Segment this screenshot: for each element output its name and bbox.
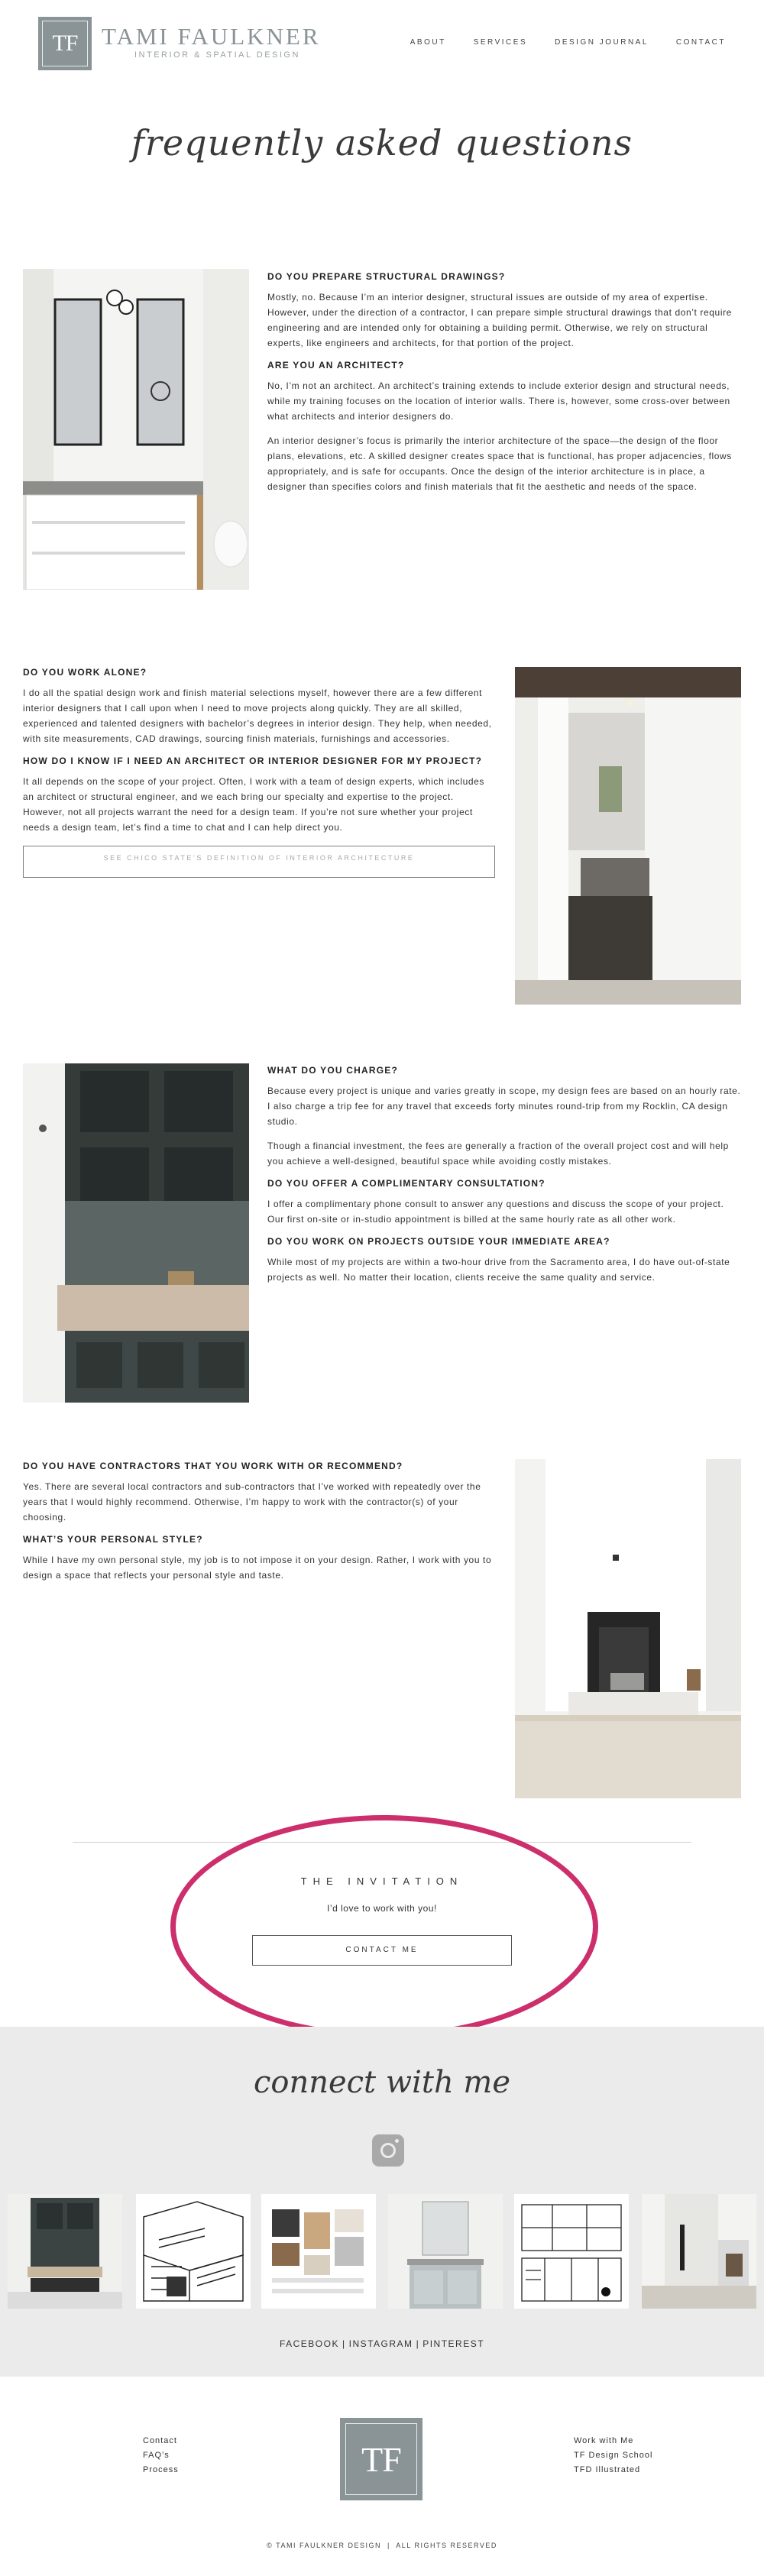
faq-question: WHAT’S YOUR PERSONAL STYLE?	[23, 1534, 203, 1545]
interior-architecture-definition-button[interactable]: SEE CHICO STATE’S DEFINITION OF INTERIOR ARCHITECTURE	[23, 846, 495, 878]
faq-block-3	[267, 1065, 741, 1294]
nav-item-about[interactable]: ABOUT	[410, 38, 446, 47]
brand-logo[interactable]	[38, 17, 92, 70]
mudroom-lockers-thumbnail[interactable]	[8, 2194, 122, 2309]
facebook-link[interactable]: FACEBOOK	[279, 2338, 339, 2349]
material-board-thumbnail[interactable]	[261, 2194, 376, 2309]
nav-item-contact[interactable]: CONTACT	[675, 38, 726, 47]
logo-monogram: TF	[52, 31, 78, 56]
faq-answer: While most of my projects are within a two-hour drive from the Sacramento area, I do have out-of-state projects as well. No matter their location, clients receive the same quality and service.	[267, 1257, 730, 1283]
faq-question: ARE YOU AN ARCHITECT?	[267, 360, 405, 371]
brand-name[interactable]: TAMI FAULKNER	[102, 23, 321, 50]
faq-answer: No, I’m not an architect. An architect’s training extends to include exterior design and structural needs, while my training focuses on the location of interior walls. There is, however, some cross-over between what architects and interior designers do.	[267, 380, 730, 422]
footer-link-contact[interactable]: Contact	[143, 2436, 177, 2445]
footer-links-left	[143, 2434, 179, 2477]
copyright: © TAMI FAULKNER DESIGN | ALL RIGHTS RESERVED	[267, 2542, 497, 2549]
bathroom-vanity-photo	[23, 269, 249, 590]
invitation-subtitle: I’d love to work with you!	[327, 1903, 437, 1914]
shower-bathroom-thumbnail[interactable]	[642, 2194, 756, 2309]
brand-tagline: INTERIOR & SPATIAL DESIGN	[134, 50, 300, 60]
footer-links-right	[574, 2434, 652, 2477]
faq-answer: I do all the spatial design work and finish material selections myself, however there are a few different interior designers that I call upon when I need to move projects along quickly. They are all skilled, experienced and talented designers with bachelor’s degrees in interior design. They help, when needed, with site measurements, CAD drawings, sourcing finish materials, furnishings and accessories.	[23, 688, 492, 744]
faq-answer: While I have my own personal style, my job is to not impose it on your design. Rather, I work with you to design a space that reflects your personal style and taste.	[23, 1555, 492, 1581]
footer-link-illustrated[interactable]: TFD Illustrated	[574, 2465, 641, 2474]
vanity-cabinet-thumbnail[interactable]	[388, 2194, 503, 2309]
faq-question: DO YOU WORK ALONE?	[23, 667, 147, 678]
highlight-circle	[170, 1815, 598, 2038]
faq-block-4	[23, 1461, 497, 1592]
nav-item-design-journal[interactable]: DESIGN JOURNAL	[555, 38, 649, 47]
social-links: FACEBOOK | INSTAGRAM | PINTEREST	[279, 2338, 485, 2349]
footer-link-work-with-me[interactable]: Work with Me	[574, 2436, 634, 2445]
faq-answer: An interior designer’s focus is primarily the interior architecture of the space—the design of the floor plans, elevations, etc. A skilled designer creates space that is functional, has proper adjacencies, flows appropriately, and is safe for occupants. Once the design of the interior architecture is in place, a designer than specifies colors and finish materials that fit the aesthetic and needs of the space.	[267, 435, 732, 492]
faq-question: DO YOU WORK ON PROJECTS OUTSIDE YOUR IMMEDIATE AREA?	[267, 1236, 610, 1247]
nav-item-services[interactable]: SERVICES	[473, 38, 528, 47]
floor-plan-thumbnail[interactable]	[514, 2194, 629, 2309]
faq-answer: Though a financial investment, the fees are generally a fraction of the overall project cost and will help you achieve a well-designed, beautiful space while avoiding costly mistakes.	[267, 1141, 729, 1167]
connect-title: connect with me	[253, 2065, 511, 2100]
exterior-stairwell-photo	[515, 667, 741, 1005]
footer-link-process[interactable]: Process	[143, 2465, 179, 2474]
faq-question: DO YOU OFFER A COMPLIMENTARY CONSULTATION?	[267, 1178, 545, 1189]
faq-answer: I offer a complimentary phone consult to answer any questions and discuss the scope of your project. Our first on-site or in-studio appointment is billed at the same hourly rate as all other work.	[267, 1199, 724, 1225]
faq-question: WHAT DO YOU CHARGE?	[267, 1065, 399, 1076]
footer-logo-monogram: TF	[361, 2439, 401, 2479]
footer-link-design-school[interactable]: TF Design School	[574, 2451, 653, 2460]
faq-answer: Mostly, no. Because I’m an interior designer, structural issues are outside of my area of expertise. However, under the direction of a contractor, I can prepare simple structural drawings that don’t require engineering and are intended only for obtaining a building permit. Otherwise, we rely on structural experts, like engineers and architects, for that portion of the project.	[267, 292, 732, 348]
kitchen-drawing-thumbnail[interactable]	[136, 2194, 251, 2309]
page-title: frequently asked questions	[131, 122, 633, 163]
faq-question: DO YOU PREPARE STRUCTURAL DRAWINGS?	[267, 271, 506, 282]
connect-section	[0, 2027, 764, 2377]
faq-answer: It all depends on the scope of your project. Often, I work with a team of design experts, which includes an architect or structural engineer, and we each bring our specialty and expertise to the project. However, not all projects warrant the need for a design team. If you’re not sure whether your project needs a design team, let’s find a time to chat and I can help direct you.	[23, 776, 485, 833]
instagram-link[interactable]: INSTAGRAM	[348, 2338, 413, 2349]
fireplace-photo	[515, 1459, 741, 1798]
main-nav	[410, 38, 726, 47]
faq-answer: Yes. There are several local contractors and sub-contractors that I’ve worked with repeatedly over the years that I would highly recommend. Otherwise, I’m happy to work with the contractor(s) of your choosing.	[23, 1481, 481, 1523]
footer-link-faqs[interactable]: FAQ’s	[143, 2451, 170, 2460]
faq-question: HOW DO I KNOW IF I NEED AN ARCHITECT OR INTERIOR DESIGNER FOR MY PROJECT?	[23, 756, 483, 766]
faq-block-1	[267, 271, 741, 503]
faq-block-2	[23, 667, 497, 878]
invitation-title: THE INVITATION	[300, 1875, 464, 1887]
mudroom-bench-photo	[23, 1063, 249, 1403]
instagram-icon[interactable]	[372, 2134, 404, 2167]
footer-logo[interactable]	[340, 2418, 422, 2500]
faq-question: DO YOU HAVE CONTRACTORS THAT YOU WORK WITH OR RECOMMEND?	[23, 1461, 403, 1471]
pinterest-link[interactable]: PINTEREST	[422, 2338, 485, 2349]
contact-me-button[interactable]: CONTACT ME	[252, 1935, 512, 1966]
site-header	[0, 0, 764, 84]
faq-answer: Because every project is unique and varies greatly in scope, my design fees are based on an hourly rate. I also charge a trip fee for any travel that exceeds forty minutes round-trip from my Rocklin, CA design studio.	[267, 1086, 741, 1127]
